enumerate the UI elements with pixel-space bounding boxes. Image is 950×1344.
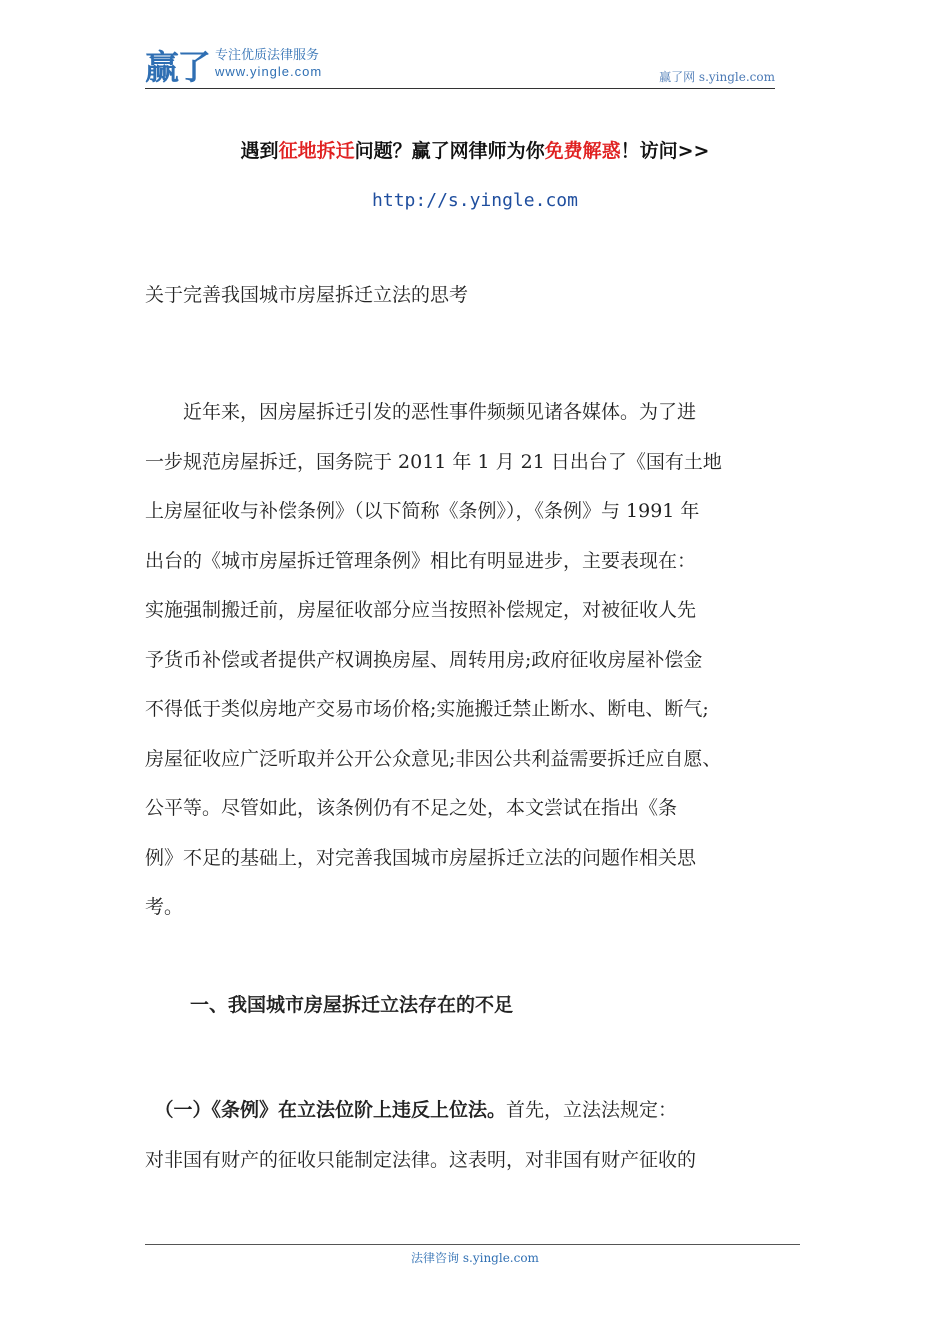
paragraph-line: 上房屋征收与补偿条例》（以下简称《条例》），《条例》与 1991 年 <box>145 500 700 522</box>
promo-text-3: ！访问>> <box>620 140 710 162</box>
paragraph-line: 近年来，因房屋拆迁引发的恶性事件频频见诸各媒体。为了进 <box>145 401 697 423</box>
promo-highlight-1: 征地拆迁 <box>278 140 355 162</box>
logo-mark: 赢了 <box>145 48 209 88</box>
subsection-line-2: 对非国有财产的征收只能制定法律。这表明，对非国有财产征收的 <box>145 1148 697 1171</box>
promo-url-link[interactable]: http://s.yingle.com <box>372 190 578 211</box>
paragraph-line: 不得低于类似房地产交易市场价格;实施搬迁禁止断水、断电、断气; <box>145 698 709 720</box>
promo-text-2: 问题？赢了网律师为你 <box>354 140 545 162</box>
yingle-logo[interactable] <box>145 48 322 88</box>
paragraph-line: 实施强制搬迁前，房屋征收部分应当按照补偿规定，对被征收人先 <box>145 599 697 621</box>
logo-url: www.yingle.com <box>215 64 323 79</box>
logo-text <box>215 48 322 80</box>
paragraph-line: 出台的《城市房屋拆迁管理条例》相比有明显进步，主要表现在： <box>145 549 697 572</box>
logo-slogan: 专注优质法律服务 <box>215 48 320 63</box>
subsection-paragraph <box>145 1086 810 1185</box>
footer-link[interactable]: 法律咨询 s.yingle.com <box>411 1251 539 1265</box>
intro-paragraph <box>145 388 810 933</box>
promo-banner[interactable] <box>0 136 950 163</box>
paragraph-line: 公平等。尽管如此，该条例仍有不足之处，本文尝试在指出《条 <box>145 797 678 819</box>
footer-divider <box>145 1244 800 1245</box>
page-header <box>145 40 775 89</box>
section-heading: 一、我国城市房屋拆迁立法存在的不足 <box>190 994 514 1016</box>
paragraph-line: 考。 <box>145 896 184 918</box>
subsection-heading: （一）《条例》在立法位阶上违反上位法。 <box>164 1099 507 1121</box>
article-title: 关于完善我国城市房屋拆迁立法的思考 <box>145 284 469 306</box>
promo-highlight-2: 免费解惑 <box>544 140 621 162</box>
subsection-text: 首先，立法法规定： <box>506 1099 678 1121</box>
promo-text-1: 遇到 <box>240 140 279 162</box>
subsection-line-1 <box>145 1086 810 1136</box>
paragraph-line: 房屋征收应广泛听取并公开公众意见;非因公共利益需要拆迁应自愿、 <box>145 747 722 770</box>
paragraph-line: 例》不足的基础上，对完善我国城市房屋拆迁立法的问题作相关思 <box>145 846 697 869</box>
header-site-link[interactable]: 赢了网 s.yingle.com <box>659 70 775 84</box>
paragraph-line: 一步规范房屋拆迁，国务院于 2011 年 1 月 21 日出台了《国有土地 <box>145 450 722 473</box>
paragraph-line: 予货币补偿或者提供产权调换房屋、周转用房;政府征收房屋补偿金 <box>145 648 703 671</box>
